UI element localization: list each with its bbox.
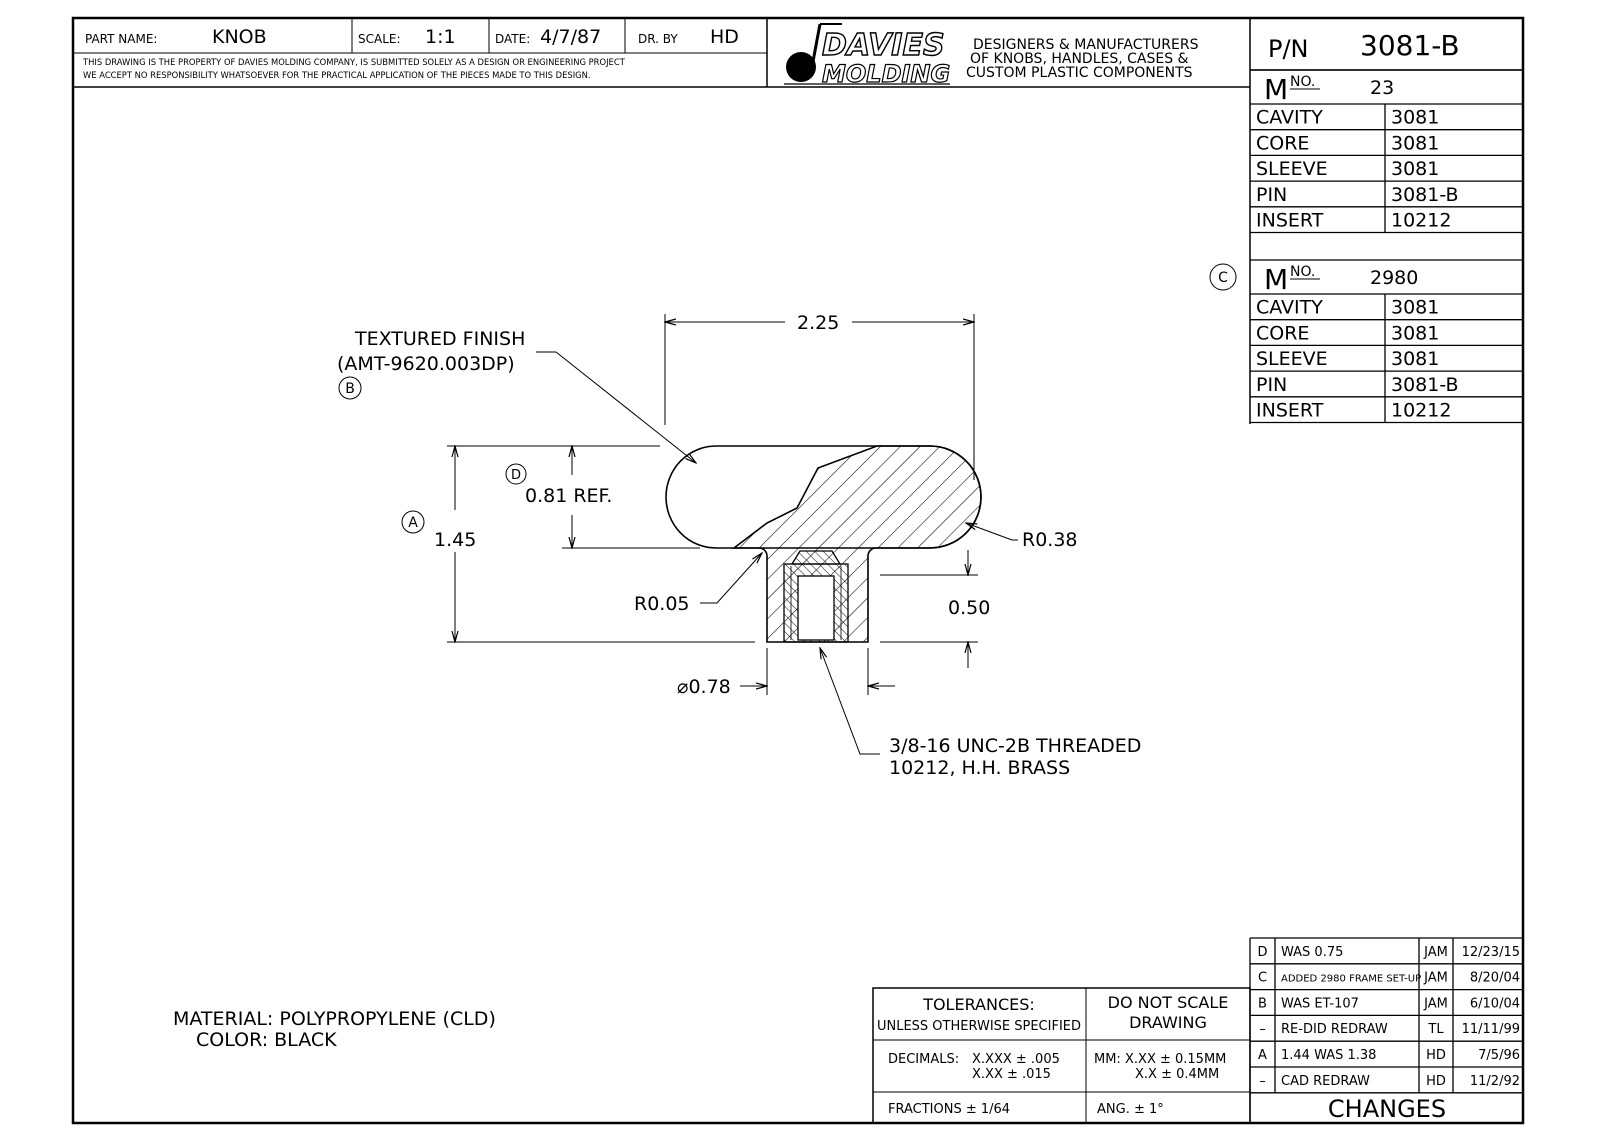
mold-row-value: 3081 xyxy=(1391,132,1440,155)
title-block xyxy=(73,18,767,87)
dim-radius-large: R0.38 xyxy=(1022,529,1078,551)
material-line: MATERIAL: POLYPROPYLENE (CLD) xyxy=(173,1008,496,1030)
change-rev: – xyxy=(1259,1022,1266,1038)
mold-row-name: SLEEVE xyxy=(1256,348,1328,371)
scale-value: 1:1 xyxy=(425,26,456,48)
mold-row-value: 3081-B xyxy=(1391,183,1459,206)
date-value: 4/7/87 xyxy=(540,26,602,48)
tolerance-header: TOLERANCES: xyxy=(923,995,1035,1014)
part-name-label: PART NAME: xyxy=(85,32,158,46)
dim-ref: 0.81 REF. xyxy=(525,485,613,507)
mold-number: 23 xyxy=(1370,77,1395,99)
color-line: COLOR: BLACK xyxy=(196,1029,337,1051)
mold-row-name: INSERT xyxy=(1256,399,1324,422)
mold-row-value: 10212 xyxy=(1391,209,1452,232)
mold-row-name: CAVITY xyxy=(1256,296,1323,319)
changes-row xyxy=(1257,945,1520,960)
decimals-three: X.XXX ± .005 xyxy=(972,1052,1060,1067)
change-by: TL xyxy=(1428,1022,1444,1038)
mold-tables xyxy=(1210,70,1523,423)
change-rev: D xyxy=(1257,944,1268,960)
mold-m-label: M xyxy=(1264,73,1289,106)
note-marker-b-label: B xyxy=(345,381,355,397)
dim-width: 2.25 xyxy=(797,312,840,334)
mold-row-value: 3081 xyxy=(1391,158,1440,181)
changes-row xyxy=(1258,996,1520,1011)
pn-value: 3081-B xyxy=(1360,29,1460,62)
disclaimer-line-2: WE ACCEPT NO RESPONSIBILITY WHATSOEVER FOR THE PRACTICAL APPLICATION OF THE PIECES MADE TO THIS DESIGN. xyxy=(83,70,591,80)
change-desc: 1.44 WAS 1.38 xyxy=(1281,1048,1377,1063)
change-rev: A xyxy=(1258,1048,1267,1063)
change-by: JAM xyxy=(1424,970,1448,986)
insert-note-line-2: 10212, H.H. BRASS xyxy=(889,757,1071,779)
dim-height: 1.45 xyxy=(434,529,477,551)
mold-row-value: 10212 xyxy=(1391,399,1452,422)
insert-chamfer xyxy=(792,551,840,564)
tolerance-block xyxy=(873,988,1250,1123)
change-by: HD xyxy=(1426,1048,1446,1063)
mold-number: 2980 xyxy=(1370,267,1419,289)
fractions-tolerance: FRACTIONS ± 1/64 xyxy=(888,1102,1011,1117)
change-date: 11/11/99 xyxy=(1461,1022,1520,1038)
changes-title: CHANGES xyxy=(1327,1095,1447,1123)
note-marker-d-label: D xyxy=(510,468,522,483)
changes-row xyxy=(1258,971,1520,986)
do-not-scale-note: DO NOT SCALE xyxy=(1107,993,1229,1012)
drawn-by-label: DR. BY xyxy=(638,32,678,46)
pn-label: P/N xyxy=(1268,35,1309,63)
mm-two: X.XX ± 0.15MM xyxy=(1125,1052,1227,1067)
mold-row-name: INSERT xyxy=(1256,209,1324,232)
change-desc: ADDED 2980 FRAME SET-UP xyxy=(1281,973,1422,985)
mold-row-name: SLEEVE xyxy=(1256,158,1328,181)
knob-section-drawing xyxy=(337,312,1141,779)
threaded-hole xyxy=(798,576,834,640)
change-desc: RE-DID REDRAW xyxy=(1281,1022,1388,1038)
mold-row-name: CORE xyxy=(1256,322,1310,345)
mold-row-name: CORE xyxy=(1256,132,1310,155)
change-date: 11/2/92 xyxy=(1469,1073,1520,1089)
mm-label: MM: xyxy=(1094,1052,1121,1067)
change-rev: C xyxy=(1257,970,1268,986)
insert-note-line-1: 3/8-16 UNC-2B THREADED xyxy=(889,735,1142,757)
mold-row-value: 3081 xyxy=(1391,106,1440,129)
finish-note-line-1: TEXTURED FINISH xyxy=(355,328,526,350)
tagline-3: CUSTOM PLASTIC COMPONENTS xyxy=(966,65,1193,81)
date-label: DATE: xyxy=(495,32,531,46)
dim-radius-small: R0.05 xyxy=(634,593,690,615)
change-date: 6/10/04 xyxy=(1469,996,1520,1012)
mold-row-value: 3081 xyxy=(1391,322,1440,345)
mold-row-value: 3081-B xyxy=(1391,373,1459,396)
changes-row xyxy=(1259,1022,1520,1037)
tagline-2: OF KNOBS, HANDLES, CASES & xyxy=(970,51,1189,67)
part-name: KNOB xyxy=(212,26,267,48)
note-marker-a-label: A xyxy=(408,515,418,531)
mold-table xyxy=(1250,70,1523,233)
logo-text-molding: MOLDING xyxy=(822,60,951,88)
change-date: 7/5/96 xyxy=(1478,1048,1520,1063)
change-date: 8/20/04 xyxy=(1469,970,1520,986)
change-by: JAM xyxy=(1424,996,1448,1012)
change-rev: – xyxy=(1259,1073,1266,1089)
angle-tolerance: ANG. ± 1° xyxy=(1097,1102,1164,1117)
change-desc: CAD REDRAW xyxy=(1281,1073,1370,1089)
change-by: JAM xyxy=(1424,944,1448,960)
logo-text-davies: DAVIES xyxy=(822,28,945,63)
mold-table xyxy=(1210,260,1523,423)
change-desc: WAS 0.75 xyxy=(1281,944,1344,960)
mold-no-label: NO. xyxy=(1290,74,1316,90)
change-date: 12/23/15 xyxy=(1461,944,1520,960)
decimals-label: DECIMALS: xyxy=(888,1052,960,1067)
mold-row-value: 3081 xyxy=(1391,348,1440,371)
mold-no-label: NO. xyxy=(1290,264,1316,280)
tagline-1: DESIGNERS & MANUFACTURERS xyxy=(973,37,1199,53)
note-marker-c-label: C xyxy=(1218,270,1228,286)
dim-boss-height: 0.50 xyxy=(948,597,991,619)
changes-table xyxy=(1250,938,1523,1123)
tolerance-subheader: UNLESS OTHERWISE SPECIFIED xyxy=(876,1019,1082,1034)
mold-row-value: 3081 xyxy=(1391,296,1440,319)
change-rev: B xyxy=(1258,996,1267,1012)
do-not-scale-note-2: DRAWING xyxy=(1129,1013,1207,1032)
dim-boss-diameter: ⌀0.78 xyxy=(677,676,731,698)
finish-note-line-2: (AMT-9620.003DP) xyxy=(337,353,515,375)
mold-m-label: M xyxy=(1264,263,1289,296)
changes-row xyxy=(1258,1048,1520,1063)
mold-row-name: PIN xyxy=(1256,183,1288,206)
disclaimer-line-1: THIS DRAWING IS THE PROPERTY OF DAVIES MOLDING COMPANY, IS SUBMITTED SOLELY AS A DESIGN OR ENGINEERING PROJECT xyxy=(83,57,625,67)
drawn-by-value: HD xyxy=(710,26,739,48)
change-desc: WAS ET-107 xyxy=(1281,996,1359,1012)
mm-one: X.X ± 0.4MM xyxy=(1135,1067,1220,1082)
change-by: HD xyxy=(1426,1073,1446,1089)
changes-row xyxy=(1259,1074,1520,1089)
davies-logo xyxy=(784,24,950,88)
company-logo-block xyxy=(767,24,1250,88)
mold-row-name: PIN xyxy=(1256,373,1288,396)
scale-label: SCALE: xyxy=(358,32,401,46)
mold-row-name: CAVITY xyxy=(1256,106,1323,129)
decimals-two: X.XX ± .015 xyxy=(972,1067,1051,1082)
